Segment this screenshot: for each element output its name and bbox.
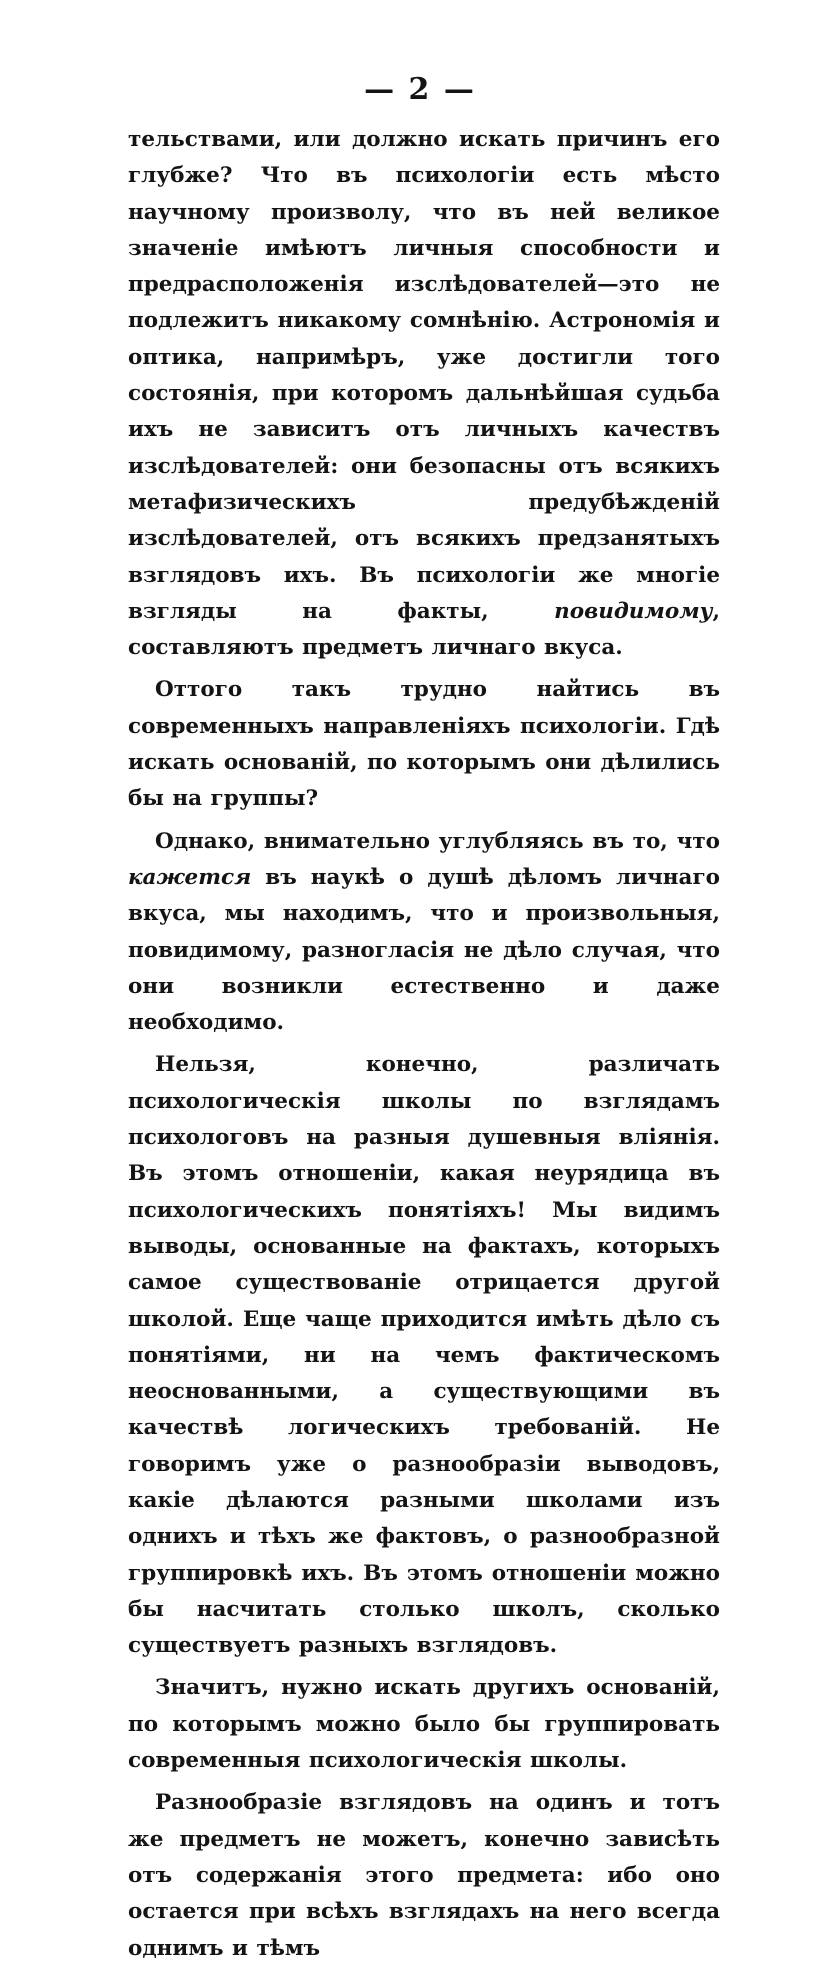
paragraph-3-text-end: въ наукѣ о душѣ дѣломъ личнаго вкуса, мы находимъ, что и произвольныя, повидимому, разногласія не дѣло случая, что они возникли естественно и даже необходимо. [128,864,720,1036]
page-number: — 2 — [364,72,476,107]
paragraph-1-emphasis: повидимому [554,598,713,624]
paragraph-1-text: тельствами, или должно искать причинъ его глубже? Что въ психологіи есть мѣсто научному произволу, что въ ней великое значеніе имѣютъ личныя способности и предрасположенія изслѣдователей—это не подлежитъ никакому сомнѣнію. Астрономія и оптика, напримѣръ, уже достигли того состоянія, при которомъ дальнѣйшая судьба ихъ не зависитъ отъ личныхъ качествъ изслѣдователей: они безопасны отъ всякихъ метафизическихъ предубѣжденій изслѣдователей, отъ всякихъ предзанятыхъ взглядовъ ихъ. Въ психологіи же многіе взгляды на факты, [128,127,720,624]
paragraph-5 [128,1670,720,1779]
paragraph-4-text: Нельзя, конечно, различать психологическія школы по взглядамъ психологовъ на разныя душевныя вліянія. Въ этомъ отношеніи, какая неурядица въ психологическихъ понятіяхъ! Мы видимъ выводы, основанные на фактахъ, которыхъ самое существованіе отрицается другой школой. Еще чаще приходится имѣть дѣло съ понятіями, ни на чемъ фактическомъ неоснованными, а существующими въ качествѣ логическихъ требованій. Не говоримъ уже о разнообразіи выводовъ, какіе дѣлаются разными школами изъ однихъ и тѣхъ же фактовъ, о разнообразной группировкѣ ихъ. Въ этомъ отношеніи можно бы насчитать столько школъ, сколько существуетъ разныхъ взглядовъ. [128,1052,720,1659]
paragraph-4 [128,1047,720,1664]
paragraph-1-text-end: , составляютъ предметъ личнаго вкуса. [128,598,720,661]
paragraph-1 [128,122,720,666]
paragraph-6 [128,1785,720,1966]
paragraph-3 [128,824,720,1042]
paragraph-6-text: Разнообразіе взглядовъ на одинъ и тотъ же предметъ не можетъ, конечно зависѣть отъ содержанія этого предмета: ибо оно остается при всѣхъ взглядахъ на него всегда однимъ и тѣмъ [128,1790,720,1961]
body-text [128,122,720,1973]
paragraph-2-text: Оттого такъ трудно найтись въ современныхъ направленіяхъ психологіи. Гдѣ искать основаній, по которымъ они дѣлились бы на группы? [128,677,720,812]
paragraph-2 [128,672,720,817]
paragraph-3-text: Однако, внимательно углубляясь въ то, что [155,828,720,854]
paragraph-5-text: Значитъ, нужно искать другихъ основаній, по которымъ можно было бы группировать современныя психологическія школы. [128,1675,720,1774]
paragraph-3-emphasis: кажется [128,864,252,890]
